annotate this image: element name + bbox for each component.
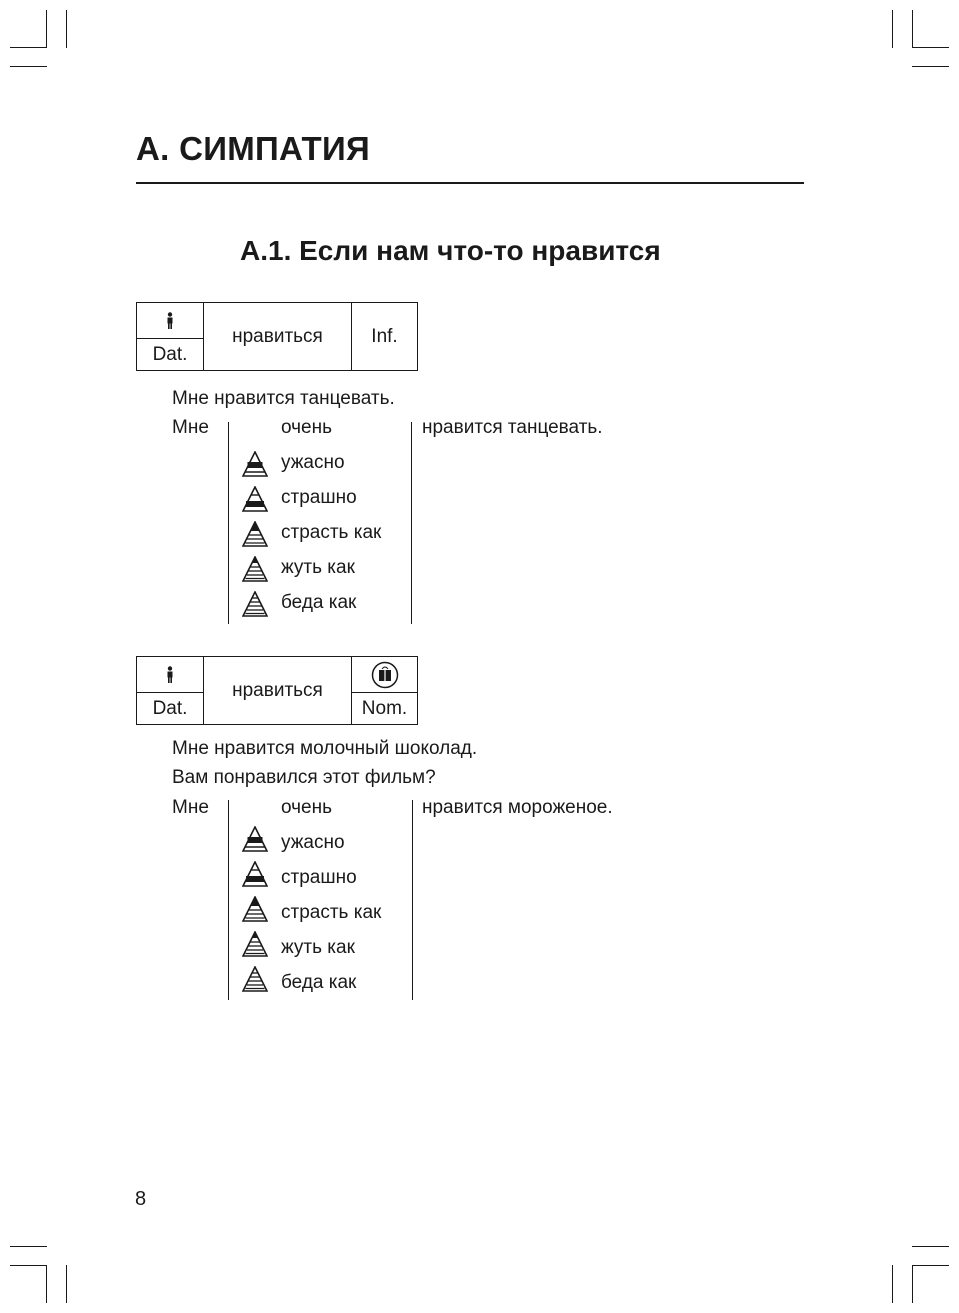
adverb-item: жуть как bbox=[281, 557, 355, 578]
person-icon bbox=[165, 312, 175, 330]
chapter-title: А. СИМПАТИЯ bbox=[136, 130, 371, 167]
verb-label: нравиться bbox=[204, 657, 352, 724]
adverb-item: очень bbox=[281, 797, 333, 818]
adverb-item: жуть как bbox=[281, 937, 355, 958]
object-case-label: Inf. bbox=[371, 325, 398, 347]
example-sentence: Мне нравится молочный шоколад. bbox=[172, 738, 478, 759]
grid-divider-right bbox=[412, 800, 413, 1000]
intensity-pyramid-icon bbox=[242, 966, 268, 992]
example-sentence: Вам понравился этот фильм? bbox=[172, 767, 436, 788]
intensity-pyramid-icon bbox=[242, 486, 268, 512]
page-number: 8 bbox=[135, 1188, 147, 1210]
intensity-pyramid-icon bbox=[242, 931, 268, 957]
adverb-item: беда как bbox=[281, 972, 357, 993]
adverb-item: страсть как bbox=[281, 902, 382, 923]
grid-predicate: нравится мороженое. bbox=[422, 797, 613, 818]
formula-box-infinitive bbox=[136, 302, 418, 371]
person-icon bbox=[165, 666, 175, 684]
grid-subject: Мне bbox=[172, 797, 209, 818]
intensity-pyramid-icon bbox=[242, 896, 268, 922]
section-title: А.1. Если нам что-то нравится bbox=[240, 235, 661, 266]
adverb-item: очень bbox=[281, 417, 333, 438]
adverb-item: страшно bbox=[281, 867, 357, 888]
grid-divider-left bbox=[228, 800, 229, 1000]
grid-subject: Мне bbox=[172, 417, 209, 438]
intensity-pyramid-icon bbox=[242, 591, 268, 617]
box-icon bbox=[371, 661, 399, 689]
adverb-item: беда как bbox=[281, 592, 357, 613]
adverb-item: страсть как bbox=[281, 522, 382, 543]
intensity-pyramid-icon bbox=[242, 826, 268, 852]
intensity-pyramid-icon bbox=[242, 451, 268, 477]
example-sentence: Мне нравится танцевать. bbox=[172, 388, 395, 409]
grid-predicate: нравится танцевать. bbox=[422, 417, 603, 438]
intensity-pyramid-icon bbox=[242, 556, 268, 582]
subject-case-label: Dat. bbox=[152, 697, 188, 719]
formula-box-nominative bbox=[136, 656, 418, 725]
adverb-item: страшно bbox=[281, 487, 357, 508]
grid-divider-right bbox=[411, 422, 412, 624]
adverb-item: ужасно bbox=[281, 452, 345, 473]
object-case-label: Nom. bbox=[361, 697, 408, 719]
adverb-item: ужасно bbox=[281, 832, 345, 853]
grid-divider-left bbox=[228, 422, 229, 624]
verb-label: нравиться bbox=[204, 303, 352, 370]
subject-case-label: Dat. bbox=[152, 343, 188, 365]
intensity-pyramid-icon bbox=[242, 861, 268, 887]
intensity-pyramid-icon bbox=[242, 521, 268, 547]
chapter-divider bbox=[136, 182, 804, 184]
